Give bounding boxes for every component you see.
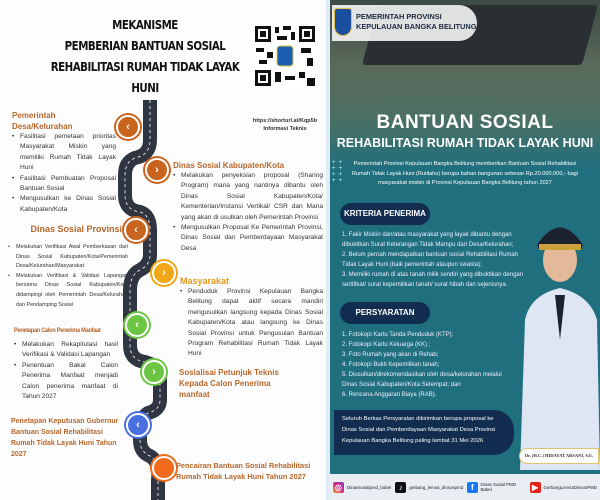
- step-bullet: • Melakukan Verifikasi & Validasi Lapangan bersama Dinas Sosial Kabupaten/Kota didampingi oleh Pemerintah Desa/Kelurahan dan Pendamping Sosial: [8, 272, 128, 310]
- main-subtitle: REHABILITASI RUMAH TIDAK LAYAK HUNI: [336, 136, 594, 150]
- kriteria-list: [342, 230, 532, 290]
- info-panel: [330, 0, 600, 500]
- title-line: REHABILITASI RUMAH TIDAK LAYAK HUNI: [50, 59, 240, 95]
- step-3-chevron-left-icon: ‹: [124, 218, 148, 242]
- deadline-note: Seluruh Berkas Persyaratan dikirimkan berupa proposal ke Dinas Sosial dan Pemberdayaan Masyarakat Desa Provinsi Kepulauan Bangka Belitung paling lambat 31 Mei 2026: [334, 410, 514, 455]
- province-logo-icon: [334, 8, 352, 36]
- step-masyarakat: [180, 276, 323, 360]
- step-bullet: • Melakukan Rekapitulasi hasil Verifikasi & Validasi Lapangan: [14, 340, 118, 361]
- kriteria-item: 1. Fakir Miskin dan/atau masyarakat yang layak dibantu dengan dibuktikan Surat Keterangan Tidak Mampu dari Desa/Kelurahan;: [342, 232, 514, 248]
- social-handle: Dinas Sosial PMD Babel: [480, 482, 516, 492]
- kriteria-heading: KRITERIA PENERIMA: [340, 203, 430, 225]
- social-tiktok[interactable]: [395, 482, 463, 493]
- step-heading: Pemerintah Desa/Kelurahan: [12, 111, 73, 131]
- step-4-chevron-right-icon: ›: [152, 261, 176, 285]
- social-handle: Dinassosialpmd_babel: [347, 484, 392, 490]
- title-line: MEKANISME: [112, 17, 178, 32]
- qr-label: Informasi Teknis: [263, 126, 307, 132]
- youtube-icon: ▶: [530, 482, 541, 493]
- step-8-circle-icon: [152, 456, 176, 480]
- step-bullet: • Penentuan Bakal Calon Penerima Manfaat menjadi Calon penerima manfaat di Tahun 2027: [14, 361, 118, 403]
- step-7-chevron-left-icon: ‹: [126, 413, 150, 437]
- step-desa: [12, 110, 116, 215]
- step-heading: Dinas Sosial Provinsi: [30, 224, 122, 234]
- persyaratan-item: 2. Fotokopi Kartu Keluarga (KK) ;: [342, 342, 431, 348]
- government-name: [356, 12, 476, 32]
- tiktok-icon: ♪: [395, 482, 406, 493]
- instagram-icon: ◎: [333, 482, 344, 493]
- step-sosialisasi: Sosialisai Petunjuk Teknis Kepada Calon Penerima manfaat: [179, 368, 279, 399]
- decorative-plus-icon: ++ ++ ++ ++: [332, 160, 346, 184]
- step-bullet: • Fasilitasi Pembuatan Proposal Bantuan Sosial: [12, 174, 116, 195]
- persyaratan-item: 5. Diusulkan/direkomendasikan oleh desa/kelurahan melalui Dinas Sosial Kabupaten/Kota Setempat; dan: [342, 372, 502, 388]
- step-bullet: • Penduduk Provinsi Kepulauan Bangka Belitung dapat aktif secara mandiri mengusulkan langsung kepada Dinas Sosial Kabupaten/Kota atau langsung ke Dinas Sosial Provinsi untuk Pengusulan Bantuan Program Rehabilitasi Rumah Tidak Layak Huni: [180, 287, 323, 360]
- persyaratan-list: [342, 330, 507, 400]
- social-instagram[interactable]: [333, 482, 391, 493]
- persyaratan-item: 3. Foto Rumah yang akan di Rehab;: [342, 352, 439, 358]
- persyaratan-item: 1. Fotokopi Kartu Tanda Penduduk (KTP);: [342, 332, 454, 338]
- persyaratan-heading: PERSYARATAN: [340, 302, 430, 324]
- kriteria-item: 3. Memiliki rumah di atas tanah milik sendiri yang dibuktikan dengan sertifikat/ surat kepemilikan tanah/ surat hibah dan sejenisnya.: [342, 272, 524, 288]
- persyaratan-item: 4. Fotokopi Bukti Kepemilikan tanah;: [342, 362, 440, 368]
- step-6-chevron-right-icon: ›: [142, 360, 166, 384]
- social-facebook[interactable]: [467, 482, 525, 493]
- step-bullet: • Fasilitasi pemetaan prioritas Masyarakat Miskin yang memiliki Rumah Tidak Layak Huni: [12, 132, 116, 174]
- qr-url[interactable]: https://shorturl.at/Kqp5b: [252, 118, 318, 124]
- step-bullet: • Melakukan penyeksian proposal (Sharing Program) mana yang nantinya dibantu oleh Dinas Sosial Kabupaten/Kota/ Kementerian/Instansi Vertikal/ CSR dan Mana yang akan di usulkan oleh Pemerintah Provinsi: [173, 171, 323, 223]
- social-youtube[interactable]: [530, 482, 597, 493]
- step-penetapan-calon: [14, 319, 118, 402]
- intro-text: Pemerintah Provinsi Kepulauan Bangka Belitung memberikan Bantuan Sosial Rehabilitasi Rumah Tidak Layak Huni (Rutilahu) berupa bahan bangunan sebesar Rp.20.000.000,- bagi masyarakat miskin di Provinsi Kepulauan Bangka Belitung tahun 2027: [351, 161, 579, 187]
- social-handle: gerbang_lemsa_dinsospmd: [409, 484, 464, 490]
- title-line: PEMBERIAN BANTUAN SOSIAL: [64, 38, 226, 53]
- step-bullet: • Melakukan Verifikasi Awal Pemberkasan dari Dinas Sosial Kabupaten/Kota/Pemerintah Desa/Kelurahan/Masyarakat: [8, 243, 128, 272]
- step-bullet: • Mengusulkan ke Dinas Sosial Kabupaten/Kota: [12, 194, 116, 215]
- official-portrait: [515, 200, 600, 470]
- social-footer: [330, 474, 600, 500]
- facebook-icon: f: [467, 482, 477, 493]
- kriteria-item: 2. Belum pernah mendapatkan bantuan sosial Rehabilitasi Rumah Tidak Layak Huni (baik pemerintah ataupun swasta);: [342, 252, 519, 268]
- official-name: Dr. (H.C.) HIDAYAT ARSANI, S.E.: [519, 448, 599, 464]
- step-5-chevron-left-icon: ‹: [125, 313, 149, 337]
- step-bullet: • Mengusulkan Proposal Ke Pemerintah Provinsi, Dinas Sosial dan Pemberdayaan Masyarakat Desa: [173, 223, 323, 254]
- step-kabupaten: [173, 160, 323, 254]
- step-keputusan-gubernur: Penetapan Keputusan Gubernur Bantuan Sosial Rehabilitasi Rumah Tidak Layak Huni Tahun 2027: [11, 418, 119, 458]
- social-handle: GerbangLemsaDinsosPMD: [543, 484, 597, 490]
- step-pencairan: Pencairan Bantuan Sosial Rehabilitasi Rumah Tidak Layak Huni Tahun 2027: [176, 461, 311, 481]
- step-heading: Dinas Sosial Kabupaten/Kota: [173, 161, 285, 170]
- persyaratan-item: 6. Rencana Anggaran Biaya (RAB).: [342, 392, 437, 398]
- gov-line: PEMERINTAH PROVINSI: [356, 12, 442, 21]
- step-1-chevron-left-icon: ‹: [116, 115, 140, 139]
- gov-line: KEPULAUAN BANGKA BELITUNG: [356, 22, 477, 31]
- step-heading: Penetapan Calon Penerima Manfaat: [14, 327, 101, 334]
- step-provinsi: [8, 224, 128, 310]
- step-heading: Masyarakat: [180, 276, 230, 286]
- main-title: BANTUAN SOSIAL: [376, 112, 554, 133]
- step-2-chevron-right-icon: ›: [145, 158, 169, 182]
